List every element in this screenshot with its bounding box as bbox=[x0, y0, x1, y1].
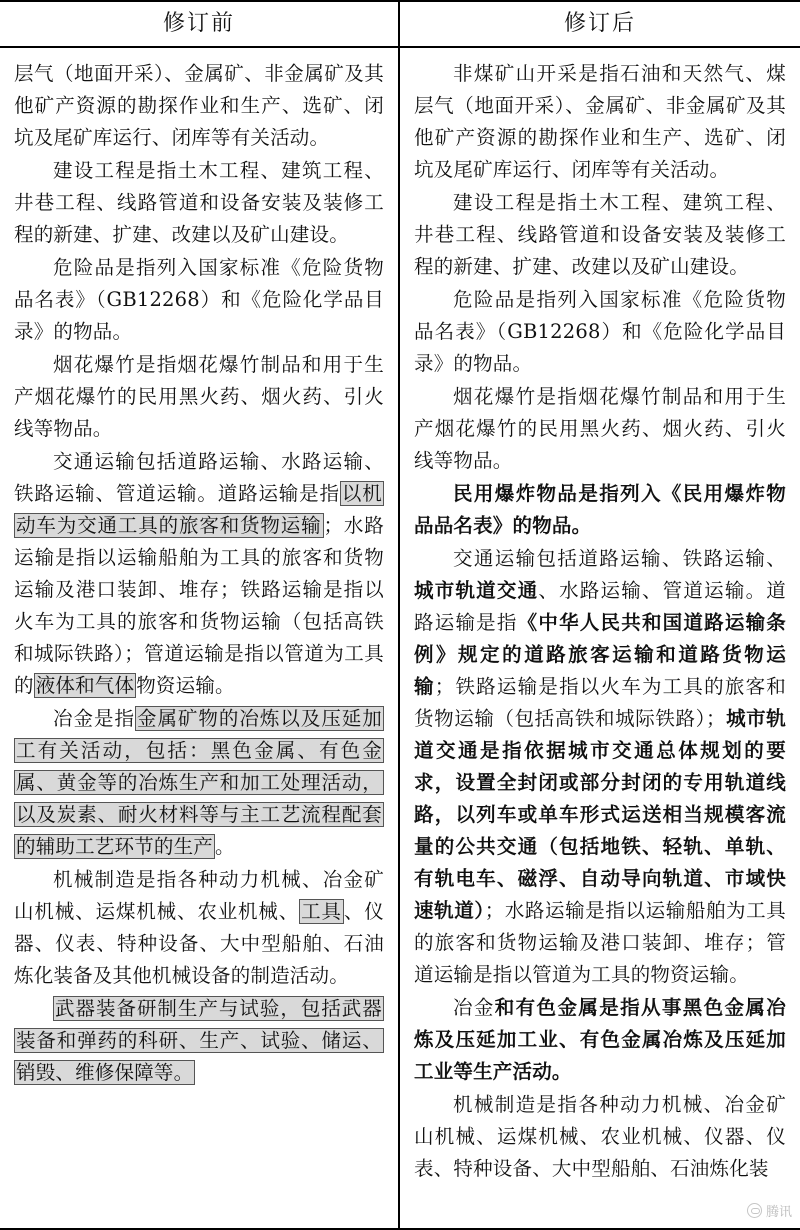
highlighted-text: 以机动车为交通工具的旅客和货物运输 bbox=[16, 482, 382, 537]
text-run: 建设工程是指土木工程、建筑工程、井巷工程、线路管道和设备安装及装修工程的新建、扩建、改建以及矿山建设。 bbox=[14, 159, 384, 246]
text-run: 冶金 bbox=[453, 996, 495, 1019]
paragraph bbox=[14, 252, 384, 348]
highlighted-text: 液体和气体 bbox=[35, 674, 135, 697]
text-run: 非煤矿山开采是指石油和天然气、煤层气（地面开采）、金属矿、非金属矿及其他矿产资源的勘探作业和生产、选矿、闭坑及尾矿库运行、闭库等有关活动。 bbox=[414, 62, 786, 181]
paragraph bbox=[14, 349, 384, 445]
text-run: 机械制造是指各种动力机械、冶金矿山机械、运煤机械、农业机械、 bbox=[14, 868, 384, 923]
paragraph bbox=[14, 58, 384, 154]
watermark bbox=[747, 1201, 792, 1220]
bold-text: 城市轨道交通 bbox=[414, 579, 539, 602]
text-run: ；水路运输是指以运输船舶为工具的旅客和货物运输及港口装卸、堆存；管道运输是指以管道为工具的物资运输。 bbox=[414, 899, 786, 986]
paragraph bbox=[414, 543, 786, 991]
highlighted-text: 金属矿物的冶炼以及压延加工有关活动，包括：黑色金属、有色金属、黄金等的冶炼生产和加工处理活动，以及炭素、耐火材料等与主工艺流程配套的辅助工艺环节的生产 bbox=[16, 707, 382, 858]
highlighted-text: 武器装备研制生产与试验，包括武器装备和弹药的科研、生产、试验、储运、销毁、维修保障等。 bbox=[16, 997, 382, 1084]
paragraph bbox=[14, 446, 384, 702]
paragraph bbox=[414, 187, 786, 283]
text-run: 烟花爆竹是指烟花爆竹制品和用于生产烟花爆竹的民用黑火药、烟火药、引火线等物品。 bbox=[414, 385, 786, 472]
text-run: 机械制造是指各种动力机械、冶金矿山机械、运煤机械、农业机械、仪器、仪表、特种设备、大中型船舶、石油炼化装 bbox=[414, 1093, 786, 1180]
bold-text: 民用爆炸物品是指列入《民用爆炸物品品名表》的物品。 bbox=[414, 482, 786, 537]
text-run: 危险品是指列入国家标准《危险货物品名表》（GB12268）和《危险化学品目录》的物品。 bbox=[414, 288, 786, 375]
paragraph bbox=[414, 478, 786, 542]
paragraph bbox=[414, 992, 786, 1088]
text-run: 危险品是指列入国家标准《危险货物品名表》（GB12268）和《危险化学品目录》的物品。 bbox=[14, 256, 384, 343]
text-run: 层气（地面开采）、金属矿、非金属矿及其他矿产资源的勘探作业和生产、选矿、闭坑及尾矿库运行、闭库等有关活动。 bbox=[14, 62, 384, 149]
text-run: 。 bbox=[215, 835, 235, 858]
paragraph bbox=[14, 993, 384, 1089]
text-run: 、水路运输、管道运输。道路运输是指 bbox=[414, 579, 786, 634]
bold-text: 城市轨道交通是指依据城市交通总体规划的要求，设置全封闭或部分封闭的专用轨道线路，以列车或单车形式运送相当规模客流量的公共交通（包括地铁、轻轨、单轨、有轨电车、磁浮、自动导向轨道、市域快速轨道） bbox=[414, 707, 786, 922]
paragraph bbox=[14, 703, 384, 863]
paragraph bbox=[414, 381, 786, 477]
text-run: ；水路运输是指以运输船舶为工具的旅客和货物运输及港口装卸、堆存；铁路运输是指以火车为工具的旅客和货物运输（包括高铁和城际铁路）；管道运输是指以管道为工具的 bbox=[14, 514, 384, 697]
header-before-revision: 修订前 bbox=[0, 2, 400, 46]
header-after-revision: 修订后 bbox=[563, 11, 636, 36]
bold-text: 《中华人民共和国道路运输条例》规定的道路旅客运输和道路货物运输 bbox=[414, 611, 786, 698]
text-run: 建设工程是指土木工程、建筑工程、井巷工程、线路管道和设备安装及装修工程的新建、扩建、改建以及矿山建设。 bbox=[414, 191, 786, 278]
paragraph bbox=[14, 864, 384, 992]
table-body-row bbox=[0, 48, 800, 1228]
table-header-row bbox=[0, 2, 800, 48]
highlighted-text: 工具 bbox=[301, 900, 342, 923]
paragraph bbox=[414, 284, 786, 380]
column-after-revision bbox=[400, 48, 800, 1228]
text-run: 物资运输。 bbox=[136, 674, 235, 697]
bold-text: 和有色金属是指从事黑色金属冶炼及压延加工业、有色金属冶炼及压延加工业等生产活动。 bbox=[414, 996, 786, 1083]
text-run: 冶金是指 bbox=[53, 707, 135, 730]
watermark-label: 腾讯 bbox=[765, 1205, 792, 1220]
text-run: 烟花爆竹是指烟花爆竹制品和用于生产烟花爆竹的民用黑火药、烟火药、引火线等物品。 bbox=[14, 353, 384, 440]
paragraph bbox=[14, 155, 384, 251]
text-run: 交通运输包括道路运输、铁路运输、 bbox=[453, 547, 786, 570]
text-run: 、仪器、仪表、特种设备、大中型船舶、石油炼化装备及其他机械设备的制造活动。 bbox=[14, 900, 384, 987]
paragraph bbox=[414, 1089, 786, 1185]
penguin-icon bbox=[747, 1203, 762, 1218]
column-before-revision bbox=[0, 48, 400, 1228]
text-run: ；铁路运输是指以火车为工具的旅客和货物运输（包括高铁和城际铁路）； bbox=[414, 675, 787, 730]
paragraph bbox=[414, 58, 786, 186]
text-run: 交通运输包括道路运输、水路运输、铁路运输、管道运输。道路运输是指 bbox=[14, 450, 384, 505]
